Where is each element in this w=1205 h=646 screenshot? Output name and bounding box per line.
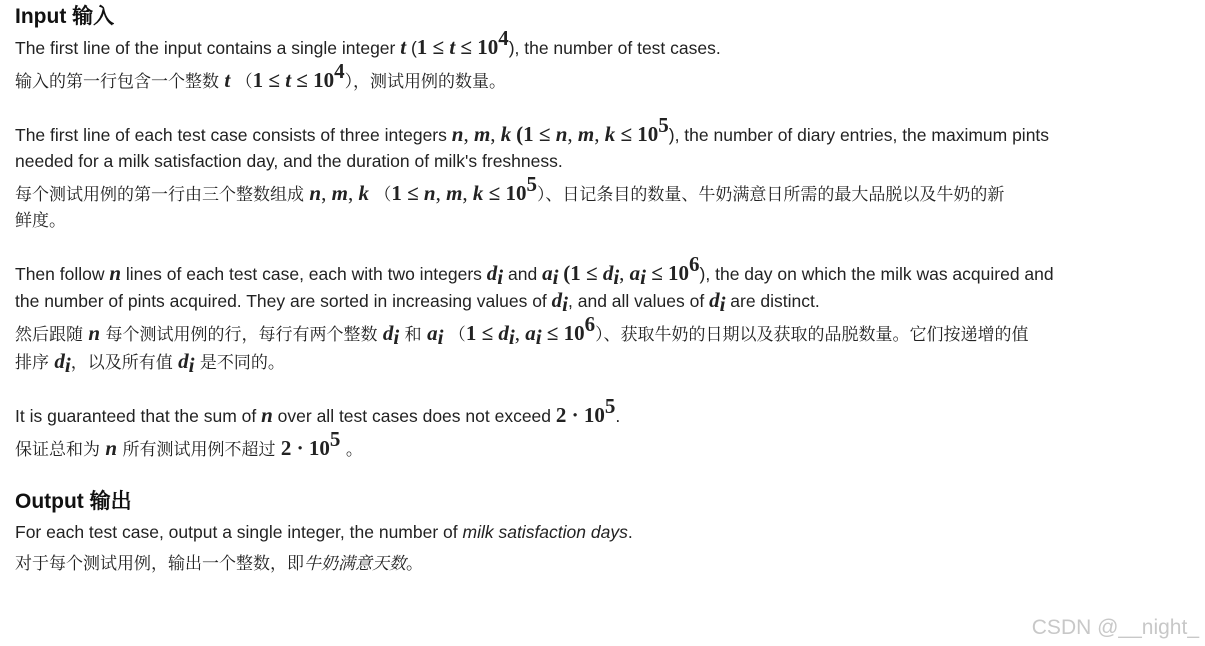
input-p1-en: The first line of the input contains a single integer t $(1 \le t \le 10^4)$, the number of test cases. xyxy=(15,26,721,59)
output-zh: 对于每个测试用例，输出一个整数，即牛奶满意天数。 xyxy=(15,554,423,574)
input-p2-zh: 每个测试用例的第一行由三个整数组成 n, m, k （1 ≤ n, m, $k \le 10^5$）、日记条目的数量、牛奶满意日所需的最大品脱以及牛奶的新 鲜度。 xyxy=(15,172,1005,231)
input-p2-en: The first line of each test case consists of three integers n, m, k (1 ≤ n, m, $k \le 10^5$), the number of diary entries, the maximum pints needed for a milk satisfaction day, and the duration of milk's freshness. xyxy=(15,113,1050,171)
input-p1-zh: 输入的第一行包含一个整数 t $(1 \le t \le 10^4)$，测试用例的数量。 xyxy=(15,59,507,92)
output-en: For each test case, output a single integer, the number of milk satisfaction days. xyxy=(15,522,633,542)
input-p4-zh: 保证总和为 n 所有测试用例不超过 $2 \cdot 10^5$ 。 xyxy=(15,427,363,460)
input-p3-en: Then follow n lines of each test case, each with two integers $d_i$ and $a_i$ ($1 \le d_i$, $a_i \le 10^6$), the day on which the milk was acquired and the number of pints acquired. They are sorted in increasing values of $d_i$, and all values of $d_i$ are distinct. xyxy=(15,252,1054,316)
csdn-watermark: CSDN @__night_ xyxy=(1031,616,1199,639)
input-heading: Input 输入 xyxy=(15,5,115,28)
input-p3-zh: 然后跟随 n 每个测试用例的行，每行有两个整数 $d_i$ 和 $a_i$ （$1 \le d_i$, $a_i \le 10^6$）、获取牛奶的日期以及获取的品脱数量。它们按递增的值 排序 $d_i$，以及所有值 $d_i$ 是不同的。 xyxy=(15,312,1029,377)
output-heading: Output 输出 xyxy=(15,490,132,513)
problem-statement xyxy=(15,4,1195,577)
input-p4-en: It is guaranteed that the sum of n over all test cases does not exceed $2 \cdot 10^5$. xyxy=(15,394,621,427)
